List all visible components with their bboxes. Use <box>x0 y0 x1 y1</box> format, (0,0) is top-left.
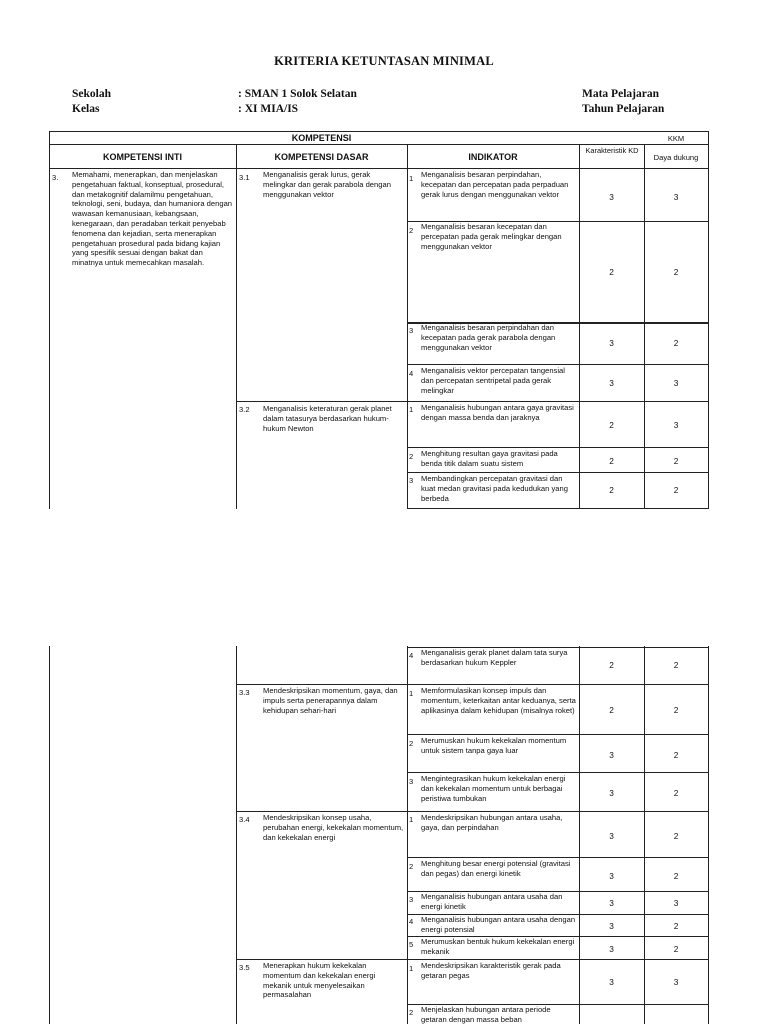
daya-dukung-header: Daya dukung <box>653 153 699 162</box>
karakteristik-value: 3 <box>609 338 614 348</box>
indicator-number: 4 <box>409 369 414 378</box>
karakteristik-value: 3 <box>609 788 614 798</box>
indicator-number: 3 <box>409 326 414 335</box>
kd-text: Menerapkan hukum kekekalan momentum dan kekekalan energi mekanik untuk menyelesaikan permasalahan <box>263 961 376 1000</box>
sekolah-value: : SMAN 1 Solok Selatan <box>238 88 357 100</box>
daya-dukung-value: 2 <box>673 944 679 954</box>
kd-number: 3.3 <box>239 688 250 697</box>
indicator-number: 2 <box>409 452 414 461</box>
karakteristik-value: 2 <box>609 485 614 495</box>
ki-text: Memahami, menerapkan, dan menjelaskan pengetahuan faktual, konseptual, prosedural, dan metakognitif dalamilmu pengetahuan, teknologi, seni, budaya, dan humaniora dengan wawasan kemanusiaan, kebangsaan, kenegaraan, dan peradaban terkait penyebab fenomena dan kejadian, serta menerapkan pengetahuan prosedural pada bidang kajian yang spesifik sesuai dengan bakat dan minatnya untuk memecahkan masalah. <box>72 170 233 268</box>
indicator-number: 4 <box>409 651 414 660</box>
karakteristik-header: Karakteristik KD <box>585 146 639 155</box>
indicator-text: Merumuskan bentuk hukum kekekalan energi mekanik <box>421 937 575 956</box>
sekolah-label: Sekolah <box>72 88 111 100</box>
daya-dukung-value: 2 <box>673 267 679 277</box>
tahun-label: Tahun Pelajaran <box>582 103 665 115</box>
karakteristik-value: 3 <box>609 750 614 760</box>
karakteristik-value: 3 <box>609 871 614 881</box>
indicator-text: Merumuskan hukum kekekalan momentum untuk sistem tanpa gaya luar <box>421 736 567 755</box>
indicator-number: 1 <box>409 689 414 698</box>
indicator-text: Membandingkan percepatan gravitasi dan kuat medan gravitasi pada kedudukan yang berbeda <box>421 474 568 503</box>
karakteristik-value: 2 <box>609 420 614 430</box>
daya-dukung-value: 3 <box>673 977 679 987</box>
kompetensi-header: KOMPETENSI <box>291 133 352 143</box>
indicator-text: Menganalisis hubungan antara gaya gravitasi dengan massa benda dan jaraknya <box>421 403 574 422</box>
indicator-number: 2 <box>409 1008 414 1017</box>
daya-dukung-value: 2 <box>673 788 679 798</box>
indicator-number: 4 <box>409 917 414 926</box>
indicator-number: 2 <box>409 226 414 235</box>
indicator-text: Menjelaskan hubungan antara periode getaran dengan massa beban <box>421 1005 551 1024</box>
daya-dukung-value: 3 <box>673 378 679 388</box>
indicator-text: Menganalisis gerak planet dalam tata surya berdasarkan hukum Keppler <box>421 648 568 667</box>
karakteristik-value: 2 <box>609 705 614 715</box>
daya-dukung-value: 2 <box>673 871 679 881</box>
indicator-text: Menghitung resultan gaya gravitasi pada benda titik dalam suatu sistem <box>421 449 558 468</box>
karakteristik-value: 3 <box>609 378 614 388</box>
karakteristik-value: 3 <box>609 831 614 841</box>
ki-number: 3. <box>52 173 59 182</box>
indicator-number: 3 <box>409 895 414 904</box>
indicator-text: Memformulasikan konsep impuls dan momentum, keterkaitan antar keduanya, serta aplikasinya dalam kehidupan (misalnya roket) <box>421 686 576 715</box>
indicator-number: 5 <box>409 940 414 949</box>
daya-dukung-value: 3 <box>673 898 679 908</box>
indicator-text: Menghitung besar energi potensial (gravitasi dan pegas) dan energi kinetik <box>421 859 571 878</box>
indicator-number: 3 <box>409 476 414 485</box>
indicator-number: 1 <box>409 964 414 973</box>
daya-dukung-value: 3 <box>673 192 679 202</box>
kelas-value: : XI MIA/IS <box>238 103 299 115</box>
kd-text: Menganalisis gerak lurus, gerak melingkar dan gerak parabola dengan menggunakan vektor <box>263 170 391 199</box>
kd-number: 3.4 <box>239 815 250 824</box>
indicator-number: 2 <box>409 739 414 748</box>
daya-dukung-value: 2 <box>673 338 679 348</box>
indicator-number: 2 <box>409 862 414 871</box>
indicator-text: Menganalisis hubungan antara usaha dan energi kinetik <box>421 892 563 911</box>
indicator-number: 1 <box>409 405 414 414</box>
karakteristik-value: 3 <box>609 192 614 202</box>
kkm-header: KKM <box>667 134 685 143</box>
karakteristik-value: 3 <box>609 977 614 987</box>
daya-dukung-value: 2 <box>673 456 679 466</box>
daya-dukung-value: 2 <box>673 921 679 931</box>
indicator-text: Menganalisis besaran perpindahan dan kecepatan pada gerak parabola dengan menggunakan vektor <box>421 323 556 352</box>
indicator-text: Menganalisis vektor percepatan tangensial dan percepatan sentripetal pada gerak melingkar <box>421 366 565 395</box>
indikator-header: INDIKATOR <box>468 152 518 162</box>
kelas-label: Kelas <box>72 103 100 115</box>
karakteristik-value: 2 <box>609 456 614 466</box>
kd-text: Mendeskripsikan konsep usaha, perubahan energi, kekekalan momentum, dan kekekalan energi <box>263 813 404 842</box>
karakteristik-value: 2 <box>609 267 614 277</box>
indicator-number: 3 <box>409 777 414 786</box>
daya-dukung-value: 2 <box>673 831 679 841</box>
kd-text: Menganalisis keteraturan gerak planet dalam tatasurya berdasarkan hukum-hukum Newton <box>263 404 392 433</box>
daya-dukung-value: 2 <box>673 750 679 760</box>
daya-dukung-value: 2 <box>673 485 679 495</box>
kd-text: Mendeskripsikan momentum, gaya, dan impuls serta penerapannya dalam kehidupan sehari-hari <box>263 686 398 715</box>
kd-number: 3.1 <box>239 173 250 182</box>
daya-dukung-value: 3 <box>673 420 679 430</box>
kd-number: 3.2 <box>239 405 250 414</box>
page-title: KRITERIA KETUNTASAN MINIMAL <box>274 54 494 68</box>
karakteristik-value: 3 <box>609 921 614 931</box>
indicator-text: Mengintegrasikan hukum kekekalan energi dan kekekalan momentum untuk berbagai peristiwa tumbukan <box>421 774 566 803</box>
indicator-text: Menganalisis hubungan antara usaha dengan energi potensial <box>421 915 576 934</box>
karakteristik-value: 3 <box>609 898 614 908</box>
indicator-text: Mendeskripsikan karakteristik gerak pada getaran pegas <box>421 961 561 980</box>
indicator-number: 1 <box>409 815 414 824</box>
karakteristik-value: 2 <box>609 660 614 670</box>
kompetensi-inti-header: KOMPETENSI INTI <box>102 152 182 162</box>
indicator-number: 1 <box>409 174 414 183</box>
daya-dukung-value: 2 <box>673 705 679 715</box>
daya-dukung-value: 2 <box>673 660 679 670</box>
karakteristik-value: 3 <box>609 944 614 954</box>
indicator-text: Menganalisis besaran kecepatan dan percepatan pada gerak melingkar dengan menggunakan vektor <box>421 222 562 251</box>
mapel-label: Mata Pelajaran <box>582 88 659 100</box>
indicator-text: Menganalisis besaran perpindahan, kecepatan dan percepatan pada perpaduan gerak lurus dengan menggunakan vektor <box>421 170 569 199</box>
indicator-text: Mendeskripsikan hubungan antara usaha, gaya, dan perpindahan <box>421 813 563 832</box>
kompetensi-dasar-header: KOMPETENSI DASAR <box>274 152 369 162</box>
kd-number: 3.5 <box>239 963 250 972</box>
